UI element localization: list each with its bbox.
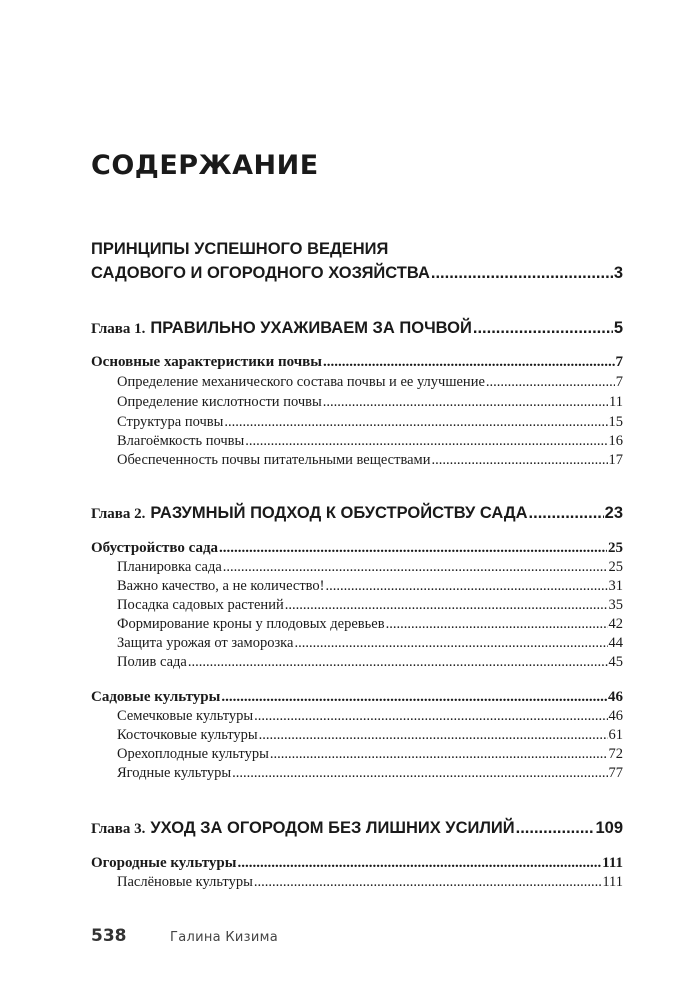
page-number: 72 — [608, 746, 623, 762]
page-number: 35 — [608, 597, 623, 613]
dot-leader — [188, 654, 608, 671]
item-label: Защита урожая от заморозка — [117, 635, 294, 651]
dot-leader — [323, 354, 615, 371]
toc-item[interactable] — [117, 874, 623, 891]
dot-leader — [221, 689, 607, 706]
toc-item[interactable] — [117, 616, 623, 633]
toc-item[interactable] — [117, 559, 623, 576]
page-number: 111 — [602, 855, 623, 871]
item-label: Семечковые культуры — [117, 708, 254, 724]
section-title: Обустройство сада — [91, 540, 219, 556]
toc-chapter-3[interactable] — [91, 818, 623, 838]
page-number: 25 — [608, 559, 623, 575]
page-number: 16 — [608, 433, 623, 449]
item-label: Определение механического состава почвы и ее улучшение — [117, 374, 485, 390]
toc-item[interactable] — [117, 727, 623, 744]
section-title: Основные характеристики почвы — [91, 354, 322, 370]
intro-title-line1: ПРИНЦИПЫ УСПЕШНОГО ВЕДЕНИЯ — [91, 240, 389, 258]
page-number: 111 — [602, 874, 623, 890]
dot-leader — [254, 874, 602, 891]
item-label: Орехоплодные культуры — [117, 746, 269, 762]
folio-page-number: 538 — [91, 926, 127, 946]
dot-leader — [486, 374, 615, 391]
toc-item[interactable] — [117, 597, 623, 614]
section-title: Садовые культуры — [91, 689, 221, 705]
dot-leader — [294, 635, 607, 652]
page-number: 77 — [608, 765, 623, 781]
dot-leader — [431, 452, 607, 469]
dot-leader — [529, 504, 604, 523]
toc-item[interactable] — [117, 708, 623, 725]
toc-chapter-2[interactable] — [91, 503, 623, 523]
toc-item[interactable] — [117, 746, 623, 763]
toc-item[interactable] — [117, 374, 623, 391]
chapter-title: УХОД ЗА ОГОРОДОМ БЕЗ ЛИШНИХ УСИЛИЙ — [150, 819, 515, 837]
toc-item[interactable] — [117, 452, 623, 469]
toc-section-garden[interactable] — [91, 540, 623, 557]
item-label: Обеспеченность почвы питательными веществами — [117, 452, 431, 468]
item-label: Полив сада — [117, 654, 187, 670]
dot-leader — [325, 578, 607, 595]
section-title: Огородные культуры — [91, 855, 237, 871]
toc-section-soil[interactable] — [91, 354, 623, 371]
toc-item[interactable] — [117, 578, 623, 595]
dot-leader — [473, 319, 613, 338]
toc-section-crops[interactable] — [91, 689, 623, 706]
item-label: Важно качество, а не количество! — [117, 578, 325, 594]
chapter-prefix: Глава 2. — [91, 506, 146, 522]
dot-leader — [285, 597, 608, 614]
page-number: 23 — [604, 504, 623, 522]
toc-item[interactable] — [117, 433, 623, 450]
page-title: СОДЕРЖАНИЕ — [91, 150, 319, 181]
item-label: Ягодные культуры — [117, 765, 232, 781]
page-number: 61 — [608, 727, 623, 743]
item-label: Формирование кроны у плодовых деревьев — [117, 616, 385, 632]
dot-leader — [237, 855, 601, 872]
toc-item[interactable] — [117, 654, 623, 671]
toc-chapter-1[interactable] — [91, 318, 623, 338]
chapter-title: РАЗУМНЫЙ ПОДХОД К ОБУСТРОЙСТВУ САДА — [150, 504, 528, 522]
page-number: 46 — [608, 689, 623, 705]
toc-item[interactable] — [117, 414, 623, 431]
toc-section-vegetables[interactable] — [91, 855, 623, 872]
dot-leader — [245, 433, 607, 450]
dot-leader — [386, 616, 608, 633]
item-label: Структура почвы — [117, 414, 224, 430]
dot-leader — [232, 765, 607, 782]
dot-leader — [254, 708, 607, 725]
page-number: 7 — [615, 374, 623, 390]
page-number: 11 — [609, 394, 623, 410]
toc-entry-intro[interactable] — [91, 262, 623, 284]
dot-leader — [223, 559, 608, 576]
page-number: 25 — [608, 540, 623, 556]
page-number: 31 — [608, 578, 623, 594]
dot-leader — [219, 540, 607, 557]
page-number: 15 — [608, 414, 623, 430]
dot-leader — [259, 727, 608, 744]
chapter-prefix: Глава 3. — [91, 821, 146, 837]
dot-leader — [224, 414, 607, 431]
toc-item[interactable] — [117, 765, 623, 782]
page-number: 109 — [595, 819, 623, 837]
item-label: Косточковые культуры — [117, 727, 258, 743]
page-number: 7 — [615, 354, 623, 370]
page-number: 42 — [608, 616, 623, 632]
page-number: 45 — [608, 654, 623, 670]
chapter-title: ПРАВИЛЬНО УХАЖИВАЕМ ЗА ПОЧВОЙ — [150, 319, 472, 337]
page-number: 5 — [613, 319, 623, 337]
item-label: Планировка сада — [117, 559, 222, 575]
toc-item[interactable] — [117, 394, 623, 411]
page-number: 44 — [608, 635, 623, 651]
intro-title-line2: САДОВОГО И ОГОРОДНОГО ХОЗЯЙСТВА — [91, 264, 430, 282]
item-label: Посадка садовых растений — [117, 597, 284, 613]
dot-leader — [431, 262, 613, 284]
running-footer-author: Галина Кизима — [170, 930, 278, 945]
item-label: Паслёновые культуры — [117, 874, 253, 890]
page-number: 3 — [613, 264, 623, 282]
dot-leader — [270, 746, 608, 763]
chapter-prefix: Глава 1. — [91, 321, 146, 337]
dot-leader — [516, 819, 595, 838]
page-number: 46 — [608, 708, 623, 724]
item-label: Влагоёмкость почвы — [117, 433, 245, 449]
toc-item[interactable] — [117, 635, 623, 652]
page-number: 17 — [608, 452, 623, 468]
dot-leader — [323, 394, 608, 411]
item-label: Определение кислотности почвы — [117, 394, 322, 410]
